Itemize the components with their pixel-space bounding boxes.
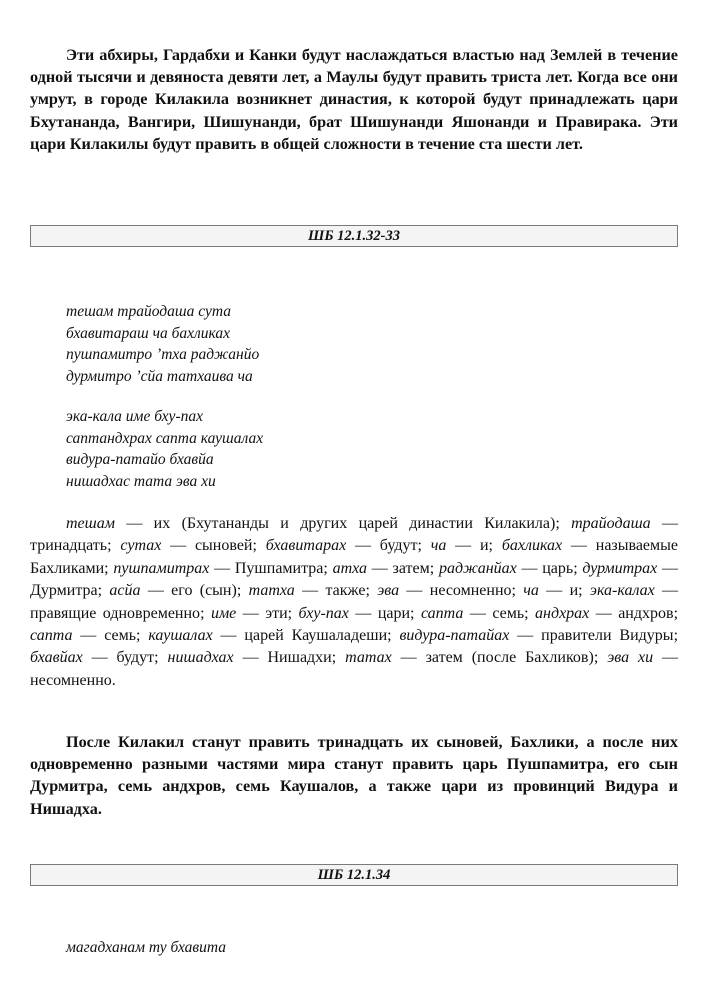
synonym-term: бхавитарах	[265, 537, 347, 555]
synonym-term: атха	[332, 559, 368, 577]
synonym-term: бху-пах	[298, 604, 349, 622]
synonym-meaning: эти	[265, 604, 288, 622]
translation-paragraph: После Килакил станут править тринадцать их сыновей, Бахлики, а после них одновременно разными частями мира станут править царь Пушпамитра, его сын Дурмитра, семь андхров, семь Каушалов, а также цари из провинций Видура и Нишадха.	[30, 733, 678, 818]
synonym-meaning: андхров	[618, 604, 674, 622]
synonym-meaning: их (Бхутананды и других царей династии Килакила)	[153, 515, 556, 532]
synonym-term: трайодаша	[571, 515, 651, 532]
synonym-term: бхавйах	[30, 649, 83, 667]
verse-header: ШБ 12.1.32-33	[30, 225, 678, 247]
synonym-meaning: называемые Бахликами	[30, 537, 679, 577]
synonym-term: видура-патайах	[399, 627, 510, 645]
synonym-term: эва	[377, 582, 400, 600]
verse-stanza	[66, 301, 259, 387]
synonym-term: ча	[523, 582, 539, 600]
synonym-meaning: Нишадхи	[267, 649, 332, 667]
verse-line: эка-кала име бху-пах	[66, 408, 203, 425]
synonym-meaning: также	[325, 582, 366, 600]
synonym-term: андхрах	[535, 604, 590, 622]
synonym-term: татах	[345, 649, 392, 667]
synonym-meaning: будут	[379, 537, 418, 555]
synonym-meaning: Пушпамитра	[234, 559, 324, 577]
synonym-meaning: Дурмитра	[30, 582, 98, 600]
synonym-term: татха	[248, 582, 295, 600]
synonym-term: бахликах	[501, 537, 563, 555]
synonym-meaning: затем	[392, 559, 430, 577]
synonym-term: сапта	[30, 627, 73, 645]
synonym-meaning: правители Видуры	[541, 627, 674, 645]
synonym-term: эка-калах	[589, 582, 655, 600]
synonym-meaning: и	[479, 537, 489, 555]
synonym-meaning: правящие одновременно	[30, 604, 201, 622]
synonym-meaning: царь	[542, 559, 574, 577]
synonym-term: каушалах	[148, 627, 213, 645]
synonym-meaning: будут	[116, 649, 155, 667]
synonym-term: дурмитрах	[582, 559, 658, 577]
synonym-meaning: несомненно	[429, 582, 512, 600]
synonym-meaning: сыновей	[194, 537, 253, 555]
synonym-term: сапта	[420, 604, 464, 622]
synonym-meaning: семь	[492, 604, 525, 622]
synonym-meaning: царей Каушаладеши	[244, 627, 388, 645]
synonym-term: тешам	[66, 515, 115, 532]
synonym-term: име	[210, 604, 237, 622]
synonym-term: нишадхах	[167, 649, 234, 667]
synonym-term: эва хи	[607, 649, 654, 667]
synonym-meaning: тринадцать	[30, 537, 108, 555]
verse-line: пушпамитро ’тха раджанйо	[66, 346, 260, 363]
synonym-meaning: семь	[104, 627, 137, 645]
synonym-term: ча	[430, 537, 447, 555]
synonym-term: пушпамитрах	[113, 559, 210, 577]
synonym-term: раджанйах	[438, 559, 517, 577]
verse-line: видура-патайо бхавйа	[66, 451, 214, 468]
verse-line: нишадхас тата эва хи	[66, 472, 216, 490]
verse-line: саптандхрах сапта каушалах	[66, 429, 264, 447]
verse-line: дурмитро ’сйа татхаива ча	[66, 367, 253, 385]
synonym-meaning: его (сын)	[171, 582, 237, 600]
word-for-word-synonyms: тешам — их (Бхутананды и других царей династии Килакила); трайодаша — тринадцать; сутах — сыновей; бхавитарах — будут; ча — и; бахликах — называемые Бахликами; пушпамитрах — Пушпамитра; атха — затем; раджанйах — царь; дурмитрах — Дурмитра; асйа — его (сын); татха — также; эва — несомненно; ча — и; эка-калах — правящие одновременно; име — эти; бху-пах — цари; сапта — семь; андхрах — андхров; сапта — семь; каушалах — царей Каушаладеши; видура-патайах — правители Видуры; бхавйах — будут; нишадхах — Нишадхи; татах — затем (после Бахликов); эва хи — несомненно.	[30, 515, 679, 689]
synonym-term: асйа	[109, 582, 141, 600]
synonym-meaning: несомненно	[30, 671, 112, 689]
verse-stanza	[66, 937, 226, 959]
synonym-meaning: цари	[377, 604, 411, 622]
translation-paragraph: Эти абхиры, Гардабхи и Канки будут наслаждаться властью над Землей в течение одной тысячи и девяноста девяти лет, а Маулы будут править триста лет. Когда все они умрут, в городе Килакила возникнет династия, к которой будут принадлежать цари Бхутананда, Вангири, Шишунанди, брат Шишунанди Яшонанди и Правирака. Эти цари Килакилы будут править в общей сложности в течение ста шести лет.	[30, 46, 678, 153]
verse-stanza	[66, 406, 263, 492]
verse-line: магадханам ту бхавита	[66, 939, 226, 956]
synonym-term: сутах	[120, 537, 162, 555]
verse-line: тешам трайодаша сута	[66, 303, 231, 320]
synonym-meaning: и	[569, 582, 579, 600]
synonym-meaning: затем (после Бахликов)	[425, 649, 594, 667]
verse-line: бхавитараш ча бахликах	[66, 324, 231, 342]
verse-header: ШБ 12.1.34	[30, 864, 678, 886]
